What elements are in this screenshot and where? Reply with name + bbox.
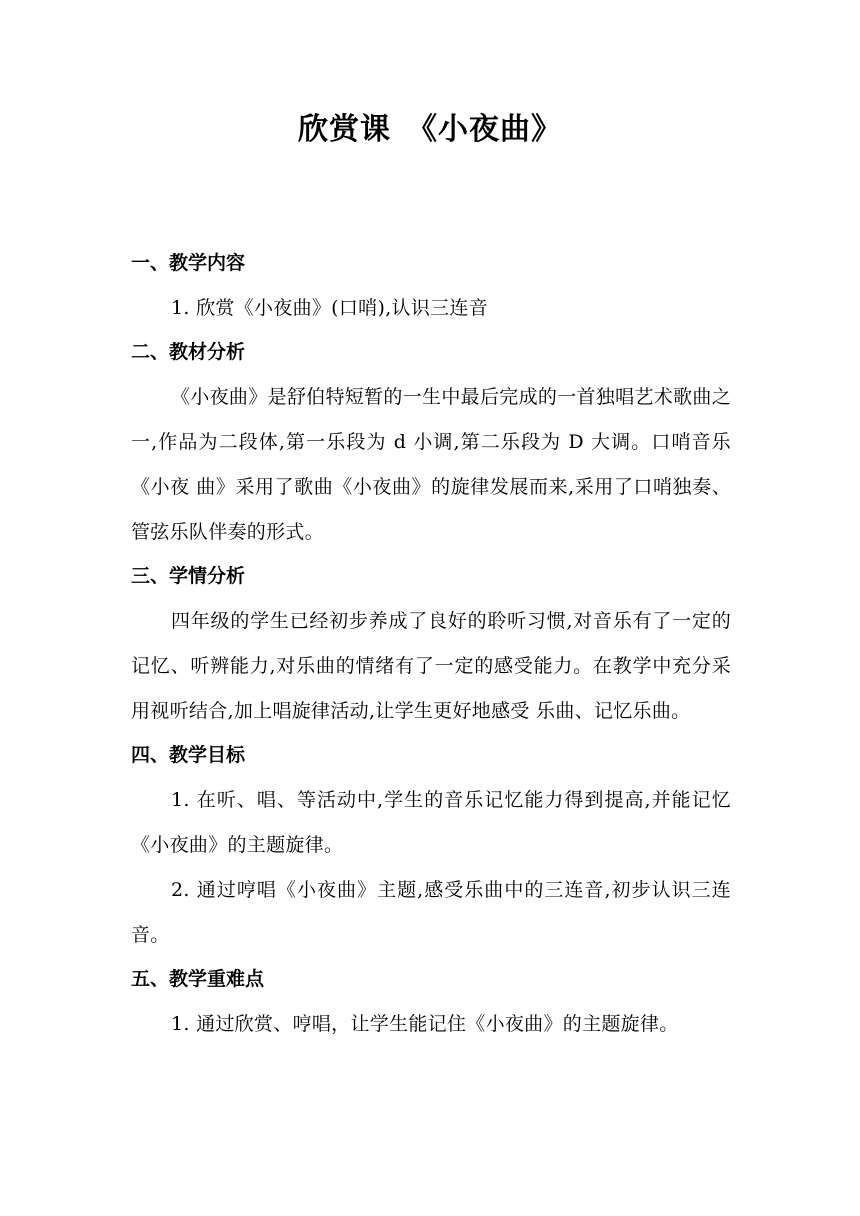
section-heading: 四、教学目标: [131, 744, 246, 766]
section-key-points: [131, 962, 731, 1047]
section-paragraph: 2. 通过哼唱《小夜曲》主题,感受乐曲中的三连音,初步认识三连音。: [131, 879, 731, 946]
section-heading: 五、教学重难点: [131, 968, 265, 990]
section-paragraph: 1. 在听、唱、等活动中,学生的音乐记忆能力得到提高,并能记忆《小夜曲》的主题旋律。: [131, 789, 731, 856]
document-title: 欣赏课 《小夜曲》: [298, 112, 562, 147]
section-heading: 二、教材分析: [131, 341, 246, 363]
section-paragraph: 《小夜曲》是舒伯特短暂的一生中最后完成的一首独唱艺术歌曲之一,作品为二段体,第一乐段为 d 小调,第二乐段为 D 大调。口哨音乐《小夜 曲》采用了歌曲《小夜曲》的旋律发展而来,采用了口哨独奏、管弦乐队伴奏的形式。: [131, 386, 731, 543]
section-teaching-goals: [131, 738, 731, 958]
section-heading: 三、学情分析: [131, 565, 246, 587]
document-body: [131, 246, 731, 1047]
section-paragraph: 1. 通过欣赏、哼唱，让学生能记住《小夜曲》的主题旋律。: [171, 1013, 679, 1035]
section-paragraph: 四年级的学生已经初步养成了良好的聆听习惯,对音乐有了一定的记忆、听辨能力,对乐曲的情绪有了一定的感受能力。在教学中充分采用视听结合,加上唱旋律活动,让学生更好地感受 乐曲、记忆乐曲。: [131, 610, 731, 722]
section-heading: 一、教学内容: [131, 252, 246, 274]
section-material-analysis: [131, 335, 731, 555]
section-student-analysis: [131, 559, 731, 734]
section-paragraph: 1. 欣赏《小夜曲》(口哨),认识三连音: [171, 297, 489, 319]
section-teaching-content: [131, 246, 731, 331]
